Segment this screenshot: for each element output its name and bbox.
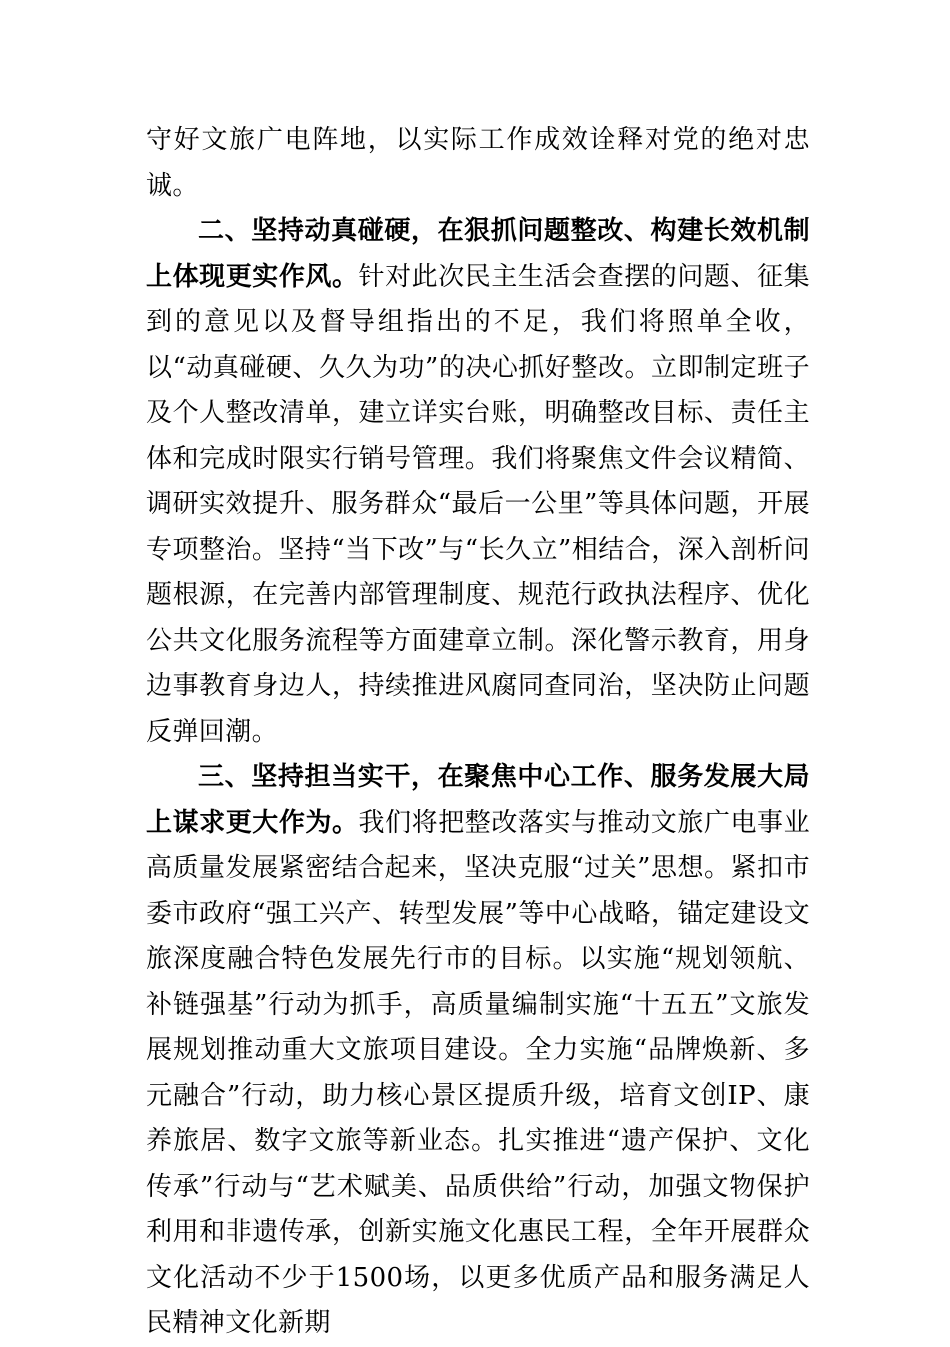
paragraph-section-3 — [146, 755, 810, 1347]
paragraph-1-body: 守好文旅广电阵地，以实际工作成效诠释对党的绝对忠诚。 — [146, 125, 810, 201]
section-3-heading: 三、坚持担当实干，在聚焦中心工作、服务发展大局上谋求更大作为。 — [146, 762, 810, 838]
paragraph-section-2 — [146, 209, 810, 755]
section-2-heading: 二、坚持动真碰硬，在狠抓问题整改、构建长效机制上体现更实作风。 — [146, 216, 810, 292]
paragraph-continuation — [146, 118, 810, 209]
section-3-body: 我们将把整改落实与推动文旅广电事业高质量发展紧密结合起来，坚决克服“过关”思想。紧扣市委市政府“强工兴产、转型发展”等中心战略，锚定建设文旅深度融合特色发展先行市的目标。以实施“规划领航、补链强基”行动为抓手，高质量编制实施“十五五”文旅发展规划推动重大文旅项目建设。全力实施“品牌焕新、多元融合”行动，助力核心景区提质升级，培育文创IP、康养旅居、数字文旅等新业态。扎实推进“遗产保护、文化传承”行动与“艺术赋美、品质供给”行动，加强文物保护利用和非遗传承，创新实施文化惠民工程，全年开展群众文化活动不少于1500场，以更多优质产品和服务满足人民精神文化新期 — [146, 807, 810, 1338]
section-2-body: 针对此次民主生活会查摆的问题、征集到的意见以及督导组指出的不足，我们将照单全收，以“动真碰硬、久久为功”的决心抓好整改。立即制定班子及个人整改清单，建立详实台账，明确整改目标、责任主体和完成时限实行销号管理。我们将聚焦文件会议精简、调研实效提升、服务群众“最后一公里”等具体问题，开展专项整治。坚持“当下改”与“长久立”相结合，深入剖析问题根源，在完善内部管理制度、规范行政执法程序、优化公共文化服务流程等方面建章立制。深化警示教育，用身边事教育身边人，持续推进风腐同查同治，坚决防止问题反弹回潮。 — [146, 261, 810, 747]
document-page — [146, 118, 810, 1347]
